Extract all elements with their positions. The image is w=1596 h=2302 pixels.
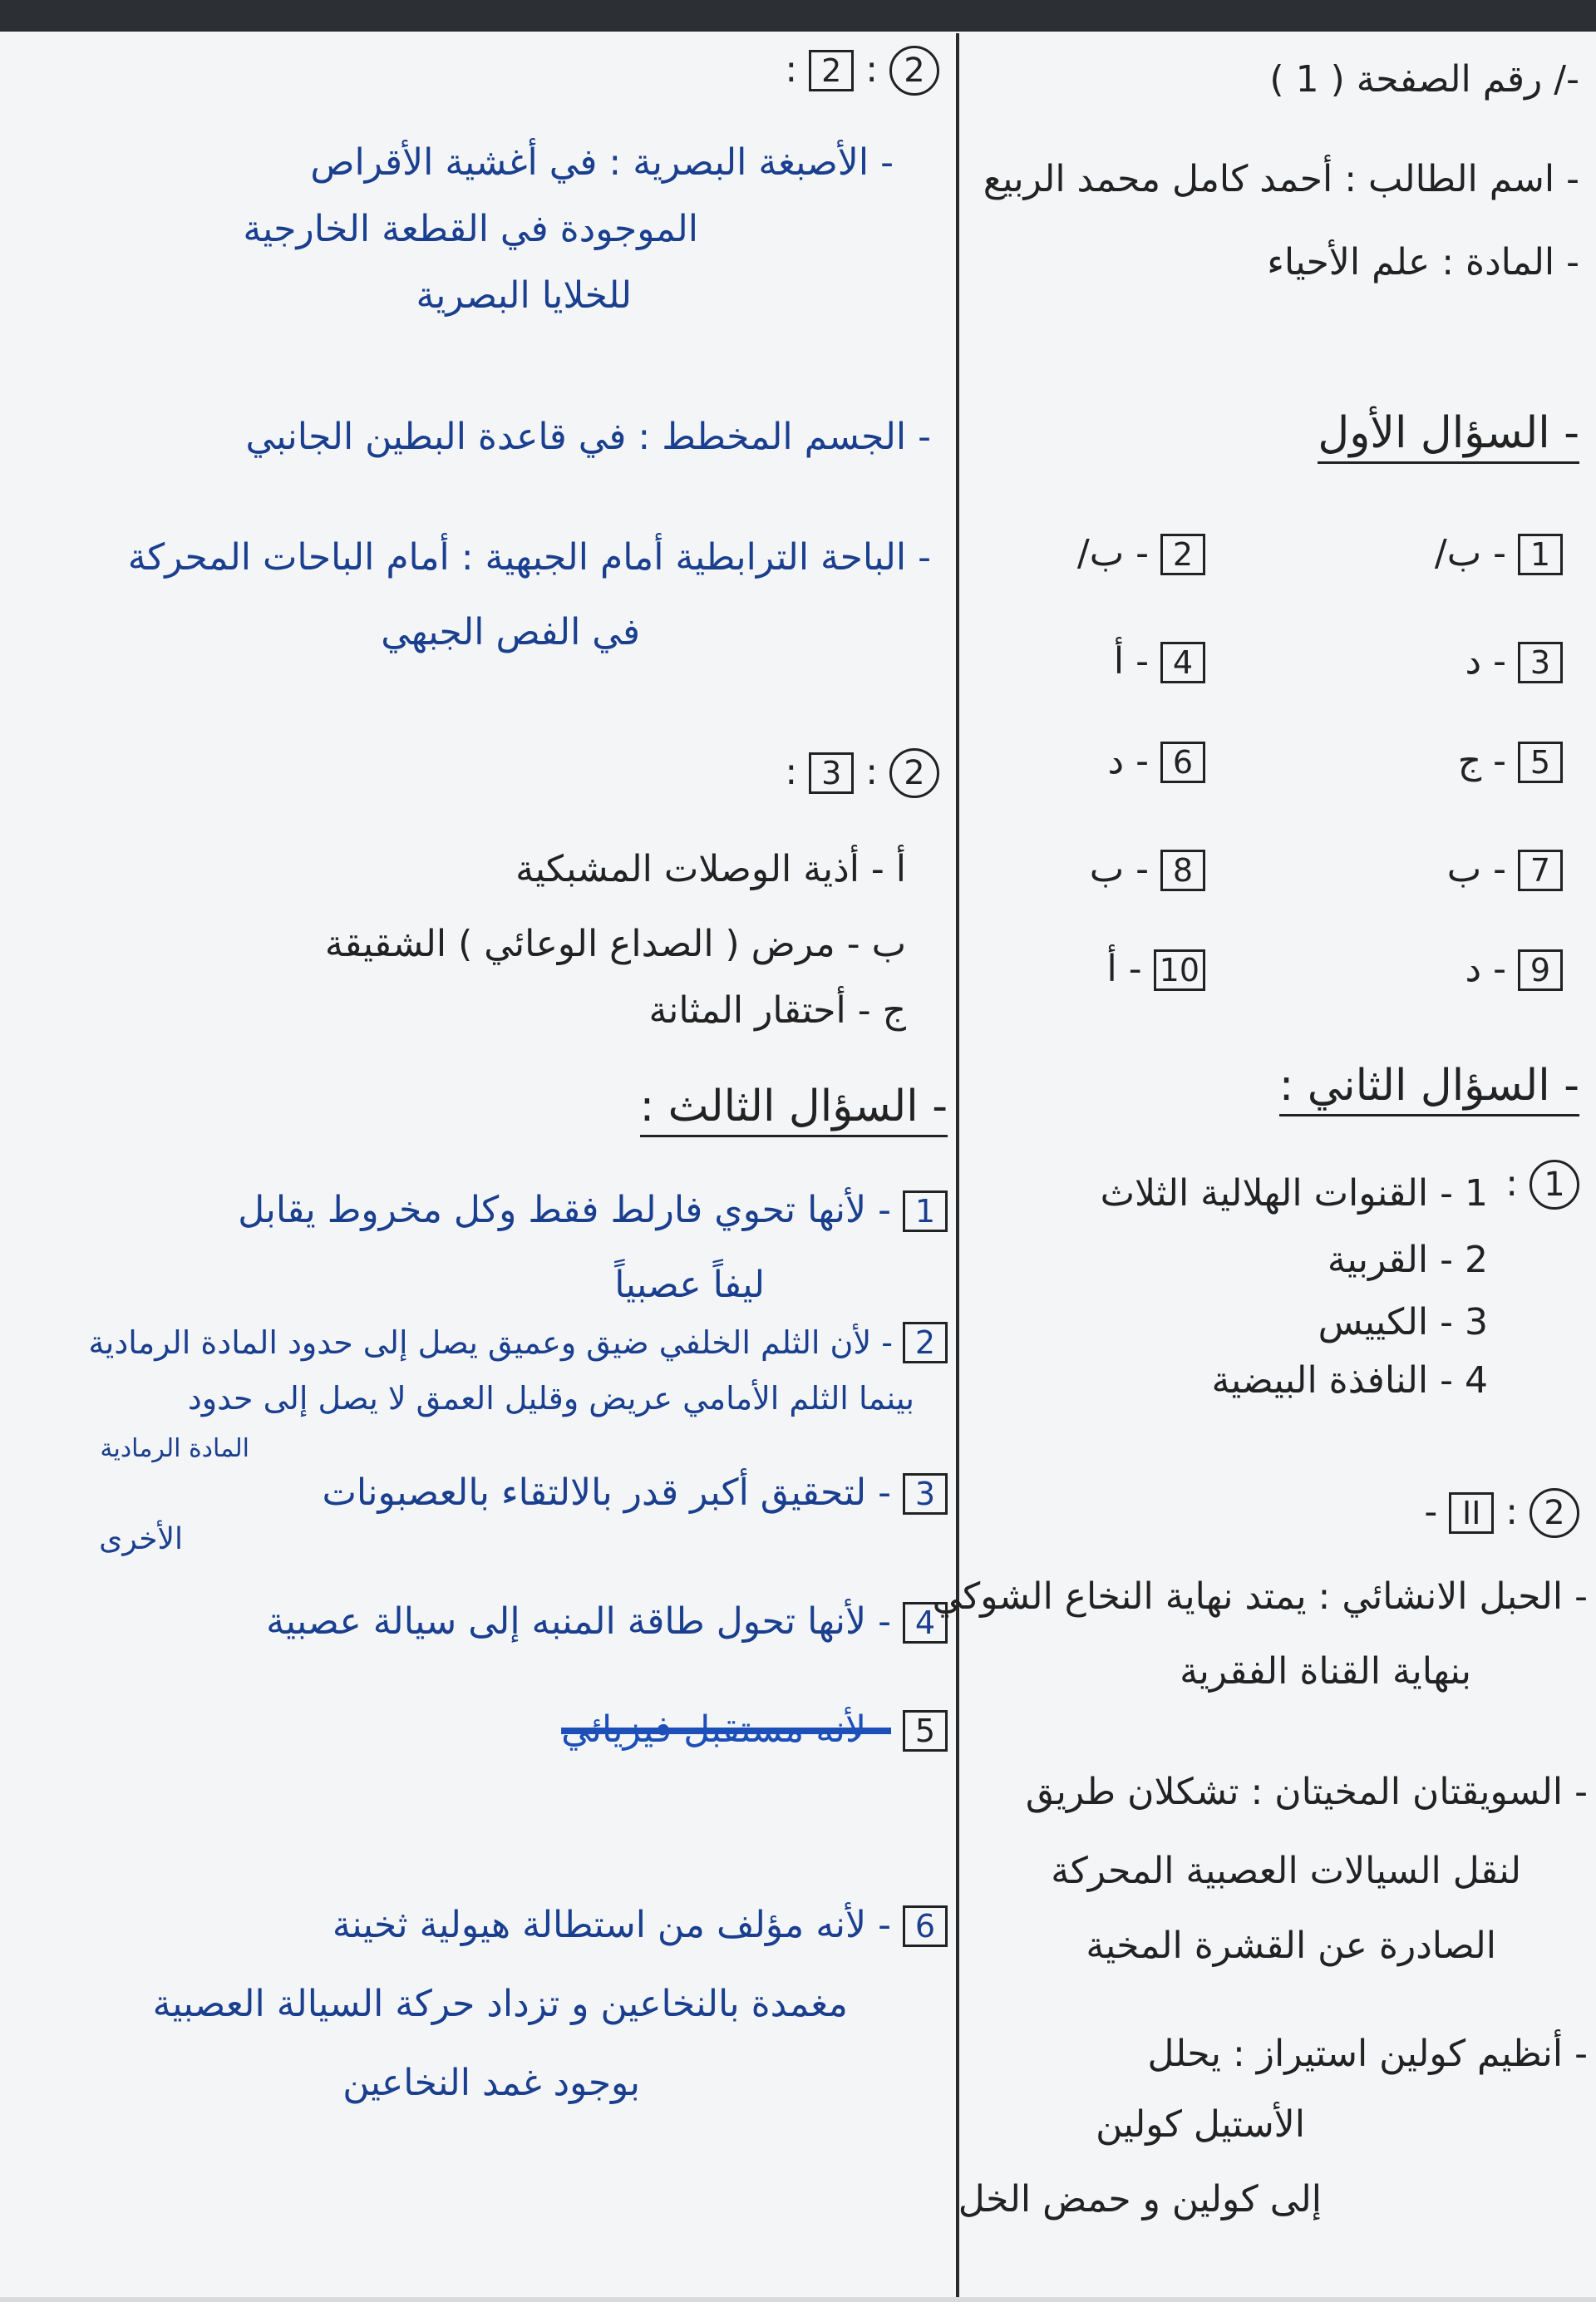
q2-part-1-item-4: 4 - النافذة البيضية bbox=[1211, 1359, 1488, 1402]
q2-part-1-item-3: 3 - الكييس bbox=[1318, 1301, 1488, 1343]
left-q2-p3-line-2: ب - مرض ( الصداع الوعائي ) الشقيقة bbox=[324, 923, 906, 965]
right-q2-line-6: - أنظيم كولين استيراز : يحلل bbox=[1147, 2033, 1588, 2075]
q3-item-2: 2 - لأن الثلم الخلفي ضيق وعميق يصل إلى حدود المادة الرمادية bbox=[88, 1322, 948, 1363]
top-edge-bar bbox=[0, 0, 1596, 32]
right-q2-line-3: - السويقتان المخيتان : تشكلان طريق bbox=[1025, 1771, 1588, 1813]
q3-item-4: 4 - لأنها تحول طاقة المنبه إلى سيالة عصبية bbox=[266, 1600, 948, 1644]
q1-answer-5: 5 - ج bbox=[1458, 740, 1563, 784]
right-q2-line-4: لنقل السيالات العصبية المحركة bbox=[1051, 1850, 1521, 1892]
left-q2-p3-line-3: ج - أحتقار المثانة bbox=[648, 989, 906, 1032]
q3-title: - السؤال الثالث : bbox=[640, 1081, 948, 1132]
q1-answer-4: 4 - أ bbox=[1114, 640, 1205, 684]
left-q2-part-2-marker: 2 : 2 : bbox=[785, 46, 939, 96]
q1-answer-10: 10 - أ bbox=[1107, 948, 1205, 992]
student-name: - اسم الطالب : أحمد كامل محمد الربيع bbox=[983, 158, 1579, 200]
left-q2-line-1: - الأصبغة البصرية : في أغشية الأقراص bbox=[310, 141, 894, 184]
q3-item-1: 1 - لأنها تحوي فارلط فقط وكل مخروط يقابل bbox=[238, 1189, 948, 1233]
q3-item-3-line-2: الأخرى bbox=[99, 1522, 183, 1556]
q3-item-5: 5 - لأنه مستقبل فيزيائي bbox=[561, 1708, 948, 1752]
q2-part-2-marker: 2 : II - bbox=[1424, 1488, 1579, 1538]
right-q2-line-5: الصادرة عن القشرة المخية bbox=[1086, 1925, 1496, 1967]
right-q2-line-1: - الحبل الانشائي : يمتد نهاية النخاع الشوكي bbox=[932, 1575, 1588, 1618]
left-q2-part-3-marker: 2 : 3 : bbox=[785, 748, 939, 798]
q1-answer-2: 2 - ب/ bbox=[1077, 532, 1205, 576]
q3-item-2-line-3: المادة الرمادية bbox=[100, 1434, 249, 1463]
q3-item-6: 6 - لأنه مؤلف من استطالة هيولية ثخينة bbox=[332, 1904, 948, 1948]
q1-answer-9: 9 - د bbox=[1465, 948, 1563, 992]
q3-item-2-line-2: بينما الثلم الأمامي عريض وقليل العمق لا يصل إلى حدود bbox=[187, 1380, 914, 1417]
left-q2-line-5: - الباحة الترابطية أمام الجبهية : أمام الباحات المحركة bbox=[127, 536, 931, 579]
right-q2-line-8: إلى كولين و حمض الخل bbox=[958, 2178, 1322, 2221]
q2-part-1-item-1: 1 - القنوات الهلالية الثلاث bbox=[1100, 1172, 1488, 1215]
q1-answer-7: 7 - ب bbox=[1447, 848, 1563, 892]
left-q2-line-2: الموجودة في القطعة الخارجية bbox=[243, 208, 698, 250]
q2-title: - السؤال الثاني : bbox=[1279, 1060, 1579, 1112]
q1-title: - السؤال الأول bbox=[1318, 407, 1579, 459]
q3-item-1-line-2: ليفاً عصبياً bbox=[614, 1264, 765, 1306]
q2-part-1-item-2: 2 - القربية bbox=[1327, 1239, 1488, 1281]
q1-answer-1: 1 - ب/ bbox=[1435, 532, 1563, 576]
right-q2-line-7: الأستيل كولين bbox=[1096, 2103, 1305, 2146]
left-q2-line-6: في الفص الجبهي bbox=[381, 611, 640, 653]
right-q2-line-2: بنهاية القناة الفقرية bbox=[1180, 1650, 1471, 1693]
page-number-label: -/ رقم الصفحة ( 1 ) bbox=[1269, 58, 1579, 101]
left-q2-p3-line-1: أ - أذية الوصلات المشبكية bbox=[515, 848, 906, 890]
left-q2-line-4: - الجسم المخطط : في قاعدة البطين الجانبي bbox=[245, 416, 931, 458]
q1-answer-6: 6 - د bbox=[1108, 740, 1205, 784]
q3-item-6-line-3: بوجود غمد النخاعين bbox=[342, 2062, 640, 2104]
q2-part-1-marker: 1 : bbox=[1505, 1160, 1579, 1210]
column-divider bbox=[956, 33, 959, 2302]
q3-item-3: 3 - لتحقيق أكبر قدر بالالتقاء بالعصبونات bbox=[322, 1471, 948, 1516]
left-q2-line-3: للخلايا البصرية bbox=[416, 274, 632, 317]
q1-answer-3: 3 - د bbox=[1465, 640, 1563, 684]
q1-answer-8: 8 - ب bbox=[1090, 848, 1205, 892]
bottom-edge bbox=[0, 2297, 1596, 2302]
q3-item-6-line-2: مغمدة بالنخاعين و تزداد حركة السيالة العصبية bbox=[152, 1983, 848, 2025]
subject-label: - المادة : علم الأحياء bbox=[1267, 241, 1579, 283]
